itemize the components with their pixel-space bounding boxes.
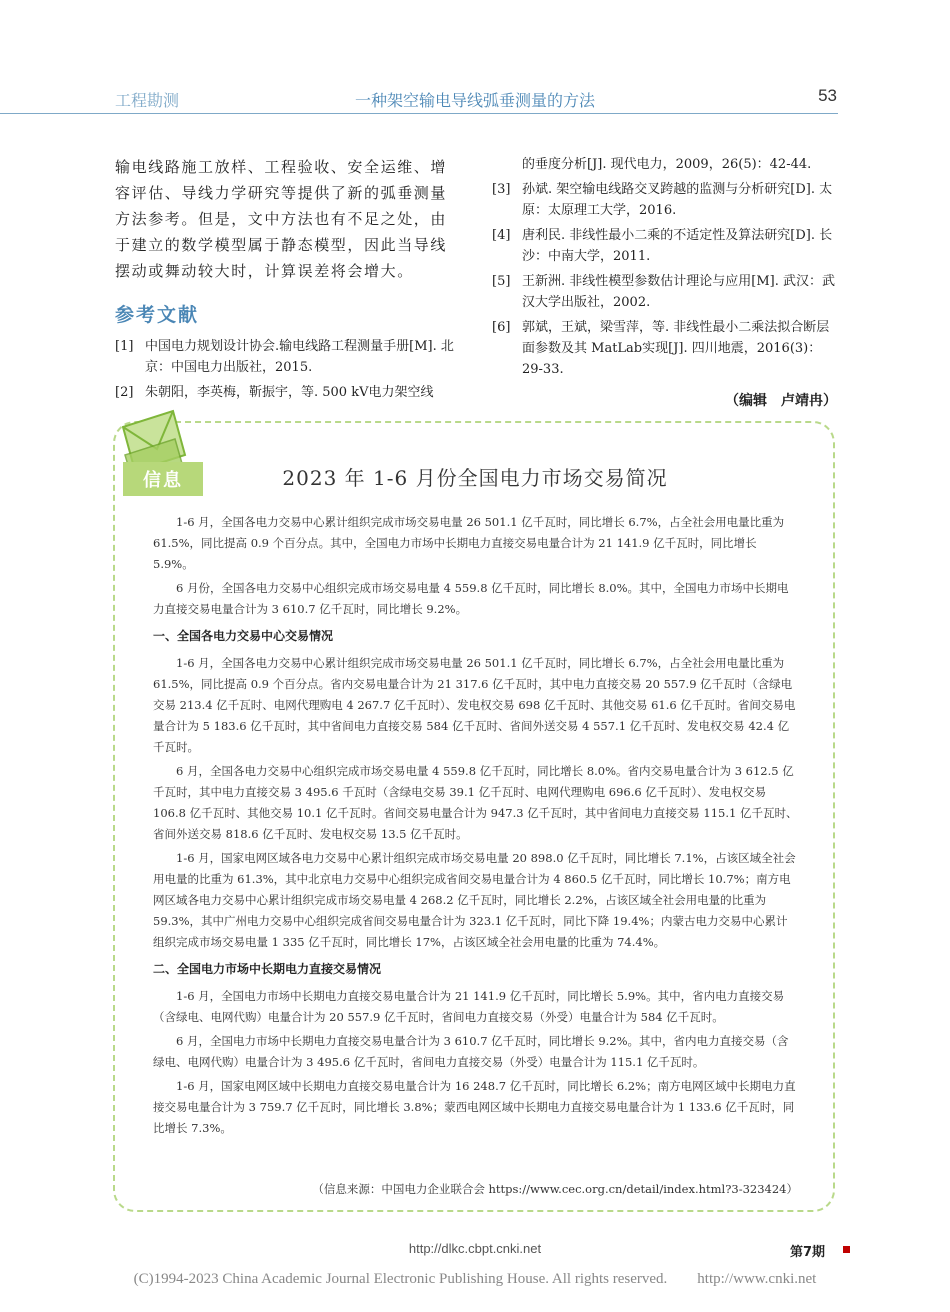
info-paragraph: 6 月，全国电力市场中长期电力直接交易电量合计为 3 610.7 亿千瓦时，同比增长 9.2%。其中，省内电力直接交易（含绿电、电网代购）电量合计为 3 495.6 亿千瓦时，省间电力直接交易（外受）电量合计为 115.1 亿千瓦时。 (153, 1034, 789, 1069)
red-square-icon (843, 1246, 850, 1253)
copyright-line: (C)1994-2023 China Academic Journal Electronic Publishing House. All rights reserved. http://www.cnki.net (133, 1271, 817, 1287)
page-number: 53 (818, 86, 837, 105)
reference-number: [4] (492, 228, 511, 243)
reference-item (492, 179, 837, 221)
info-paragraph: 1-6 月，全国电力市场中长期电力直接交易电量合计为 21 141.9 亿千瓦时，同比增长 5.9%。其中，省内电力直接交易（含绿电、电网代购）电量合计为 20 557.9 亿千瓦时，省间电力直接交易（外受）电量合计为 584 亿千瓦时。 (153, 989, 785, 1024)
left-column (115, 154, 460, 407)
info-paragraph: 1-6 月，国家电网区域中长期电力直接交易电量合计为 16 248.7 亿千瓦时，同比增长 6.2%；南方电网区域中长期电力直接交易电量合计为 3 759.7 亿千瓦时，同比增长 3.8%；蒙西电网区域中长期电力直接交易电量合计为 1 133.6 亿千瓦时，同比增长 7.3%。 (153, 1079, 796, 1135)
reference-item (492, 225, 837, 267)
info-tag: 信息 (123, 462, 203, 496)
reference-text: 朱朝阳，李英梅，靳振宇，等. 500 kV电力架空线 (145, 385, 434, 400)
conclusion-paragraph: 输电线路施工放样、工程验收、安全运维、增容评估、导线力学研究等提供了新的弧垂测量方法参考。但是，文中方法也有不足之处，由于建立的数学模型属于静态模型，因此当导线摆动或舞动较大时，计算误差将会增大。 (115, 158, 448, 280)
reference-item (115, 336, 460, 378)
journal-name: 工程勘测 (115, 91, 180, 110)
info-paragraph: 1-6 月，国家电网区域各电力交易中心累计组织完成市场交易电量 20 898.0 亿千瓦时，同比增长 7.1%，占该区域全社会用电量的比重为 61.3%，其中北京电力交易中心组织完成省间交易电量合计为 4 860.5 亿千瓦时，同比增长 10.7%；南方电网区域各电力交易中心累计组织完成市场交易电量 4 268.2 亿千瓦时，同比增长 2.2%，占该区域全社会用电量的比重为 59.3%，其中广州电力交易中心组织完成省间交易电量合计为 323.1 亿千瓦时，同比下降 19.4%；内蒙古电力交易中心累计组织完成市场交易电量 1 335 亿千瓦时，同比增长 17%，占该区域全社会用电量的比重为 74.4%。 (153, 851, 796, 949)
reference-number: [6] (492, 320, 511, 335)
running-title: 一种架空输电导线弧垂测量的方法 (355, 91, 596, 110)
info-box-title: 2023 年 1-6 月份全国电力市场交易简况 (282, 466, 668, 490)
reference-number: [2] (115, 385, 134, 400)
info-subheading: 二、全国电力市场中长期电力直接交易情况 (153, 962, 382, 976)
info-subheading: 一、全国各电力交易中心交易情况 (153, 629, 334, 643)
right-column (492, 154, 837, 412)
info-box-body (153, 512, 798, 1142)
header-rule (0, 113, 838, 114)
reference-text: 孙斌. 架空输电线路交叉跨越的监测与分析研究[D]. 太原：太原理工大学，2016. (522, 182, 833, 218)
reference-number: [1] (115, 339, 134, 354)
reference-number: [3] (492, 182, 511, 197)
reference-text: 王新洲. 非线性模型参数估计理论与应用[M]. 武汉：武汉大学出版社，2002. (522, 274, 835, 310)
reference-item (492, 271, 837, 313)
reference-number: [5] (492, 274, 511, 289)
info-paragraph: 6 月，全国各电力交易中心组织完成市场交易电量 4 559.8 亿千瓦时，同比增长 8.0%。省内交易电量合计为 3 612.5 亿千瓦时，其中电力直接交易 3 495.6 千瓦时（含绿电交易 39.1 亿千瓦时、电网代理购电 696.6 亿千瓦时）、发电权交易 106.8 亿千瓦时、其他交易 10.1 亿千瓦时。省间交易电量合计为 947.3 亿千瓦时，其中省间电力直接交易 115.1 亿千瓦时、省间外送交易 818.6 亿千瓦时、发电权交易 13.5 亿千瓦时。 (153, 764, 798, 841)
info-paragraph: 1-6 月，全国各电力交易中心累计组织完成市场交易电量 26 501.1 亿千瓦时，同比增长 6.7%，占全社会用电量比重为 61.5%，同比提高 0.9 个百分点。其中，全国电力市场中长期电力直接交易电量合计为 21 141.9 亿千瓦时，同比增长 5.9%。 (153, 515, 785, 571)
reference-item (492, 317, 837, 380)
reference-text: 中国电力规划设计协会.输电线路工程测量手册[M]. 北京：中国电力出版社，2015. (145, 339, 454, 375)
reference-item (115, 382, 460, 403)
reference-text: 唐利民. 非线性最小二乘的不适定性及算法研究[D]. 长沙：中南大学，2011. (522, 228, 833, 264)
info-paragraph: 1-6 月，全国各电力交易中心累计组织完成市场交易电量 26 501.1 亿千瓦时，同比增长 6.7%，占全社会用电量比重为 61.5%，同比提高 0.9 个百分点。省内交易电量合计为 21 317.6 亿千瓦时，其中电力直接交易 20 557.9 亿千瓦时（含绿电交易 213.4 亿千瓦时、电网代理购电 4 267.7 亿千瓦时）、发电权交易 698 亿千瓦时、其他交易 61.6 亿千瓦时。省间交易电量合计为 5 183.6 亿千瓦时，其中省间电力直接交易 584 亿千瓦时、省间外送交易 4 557.1 亿千瓦时、发电权交易 42.4 亿千瓦时。 (153, 656, 796, 754)
info-source: （信息来源：中国电力企业联合会 https://www.cec.org.cn/detail/index.html?3-323424） (312, 1182, 798, 1196)
footer-url[interactable]: http://dlkc.cbpt.cnki.net (408, 1241, 542, 1256)
references-heading: 参考文献 (115, 304, 200, 326)
reference-continuation: 的垂度分析[J]. 现代电力，2009，26(5)：42-44. (522, 157, 812, 172)
editor-credit: （编辑 卢靖冉） (725, 393, 837, 409)
info-paragraph: 6 月份，全国各电力交易中心组织完成市场交易电量 4 559.8 亿千瓦时，同比增长 8.0%。其中，全国电力市场中长期电力直接交易电量合计为 3 610.7 亿千瓦时，同比增长 9.2%。 (153, 581, 789, 616)
reference-text: 郭斌，王斌，梁雪萍，等. 非线性最小二乘法拟合断层面参数及其 MatLab实现[J]. 四川地震，2016(3)：29-33. (522, 320, 830, 377)
issue-number: 第7期 (789, 1245, 825, 1260)
